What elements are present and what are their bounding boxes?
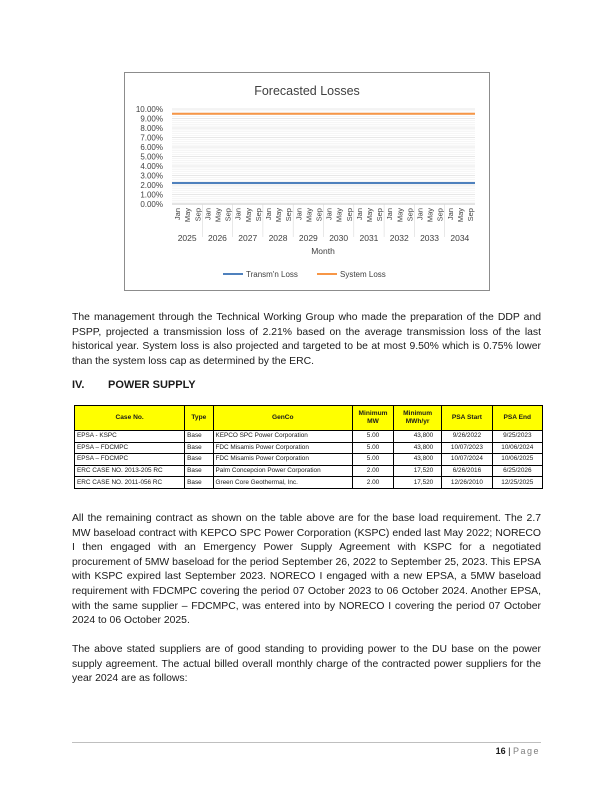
table-row xyxy=(75,477,543,489)
x-month-label: Jan xyxy=(385,208,395,221)
y-tick-label: 0.00% xyxy=(140,200,163,209)
cell-minimum-mwh: 43,800 xyxy=(393,454,441,466)
cell-psa-start: 12/26/2010 xyxy=(442,477,492,489)
legend-label: System Loss xyxy=(340,270,386,279)
x-month-label: Jan xyxy=(203,208,213,221)
cell-minimum-mwh: 17,520 xyxy=(393,477,441,489)
x-year-label: 2030 xyxy=(329,233,349,243)
x-month-label: Jan xyxy=(233,208,243,221)
cell-minimum-mwh: 43,800 xyxy=(393,431,441,443)
footer-divider xyxy=(72,742,541,743)
cell-psa-end: 6/25/2026 xyxy=(492,465,542,477)
y-tick-label: 9.00% xyxy=(140,114,163,124)
x-month-label: May xyxy=(334,208,344,223)
section-heading xyxy=(72,379,196,391)
x-year-label: 2026 xyxy=(207,233,227,243)
header-psa-end: PSA End xyxy=(492,406,542,431)
cell-minimum-mw: 5.00 xyxy=(353,431,394,443)
cell-case-no: EPSA – FDCMPC xyxy=(75,454,185,466)
page-separator: | xyxy=(508,746,511,756)
cell-genco: Green Core Geothermal, Inc. xyxy=(213,477,353,489)
header-case-no: Case No. xyxy=(75,406,185,431)
cell-minimum-mw: 2.00 xyxy=(353,465,394,477)
cell-case-no: ERC CASE NO. 2013-205 RC xyxy=(75,465,185,477)
section-title: POWER SUPPLY xyxy=(108,379,196,391)
x-month-label: May xyxy=(304,208,314,223)
x-month-label: Sep xyxy=(284,208,294,222)
chart-title: Forecasted Losses xyxy=(254,84,360,98)
header-genco: GenCo xyxy=(213,406,353,431)
x-year-label: 2033 xyxy=(420,233,440,243)
x-month-label: Jan xyxy=(324,208,334,221)
x-month-label: Jan xyxy=(294,208,304,221)
cell-psa-end: 12/25/2025 xyxy=(492,477,542,489)
header-type: Type xyxy=(185,406,213,431)
x-month-label: Sep xyxy=(375,208,385,222)
cell-minimum-mwh: 17,520 xyxy=(393,465,441,477)
header-minimum-mwh: Minimum MWh/yr xyxy=(393,406,441,431)
x-month-label: Jan xyxy=(415,208,425,221)
x-month-label: May xyxy=(274,208,284,223)
power-supply-table xyxy=(74,405,543,489)
x-month-label: Sep xyxy=(465,208,475,222)
x-year-label: 2032 xyxy=(389,233,409,243)
x-month-label: Sep xyxy=(314,208,324,222)
cell-genco: KEPCO SPC Power Corporation xyxy=(213,431,353,443)
x-month-label: Sep xyxy=(223,208,233,222)
x-month-label: Sep xyxy=(193,208,203,222)
cell-type: Base xyxy=(185,465,213,477)
x-year-label: 2034 xyxy=(450,233,470,243)
table-row xyxy=(75,454,543,466)
page-label: Page xyxy=(512,746,540,756)
x-year-label: 2025 xyxy=(177,233,197,243)
cell-psa-end: 9/25/2023 xyxy=(492,431,542,443)
cell-genco: FDC Misamis Power Corporation xyxy=(213,442,353,454)
cell-minimum-mwh: 43,800 xyxy=(393,442,441,454)
cell-type: Base xyxy=(185,454,213,466)
cell-case-no: EPSA - KSPC xyxy=(75,431,185,443)
cell-case-no: ERC CASE NO. 2011-056 RC xyxy=(75,477,185,489)
page-number: 16 xyxy=(495,746,506,756)
x-year-label: 2028 xyxy=(268,233,288,243)
table-header-row xyxy=(75,406,543,431)
cell-genco: Palm Concepcion Power Corporation xyxy=(213,465,353,477)
cell-type: Base xyxy=(185,477,213,489)
cell-type: Base xyxy=(185,442,213,454)
x-axis-title: Month xyxy=(311,246,335,256)
x-month-label: May xyxy=(395,208,405,223)
x-month-label: Sep xyxy=(344,208,354,222)
cell-psa-end: 10/06/2025 xyxy=(492,454,542,466)
x-month-label: May xyxy=(183,208,193,223)
table-row xyxy=(75,442,543,454)
table-row xyxy=(75,465,543,477)
cell-psa-start: 9/26/2022 xyxy=(442,431,492,443)
x-month-label: Sep xyxy=(253,208,263,222)
cell-type: Base xyxy=(185,431,213,443)
y-tick-label: 6.00% xyxy=(140,143,163,152)
x-month-label: Jan xyxy=(445,208,455,221)
y-tick-label: 3.00% xyxy=(140,171,163,181)
cell-minimum-mw: 2.00 xyxy=(353,477,394,489)
suppliers-paragraph: The above stated suppliers are of good standing to providing power to the DU base on the power supply agreement. The actual billed overall monthly charge of the contracted power suppliers for the year 2024 are as follows: xyxy=(72,644,541,685)
cell-psa-start: 6/26/2016 xyxy=(442,465,492,477)
cell-psa-start: 10/07/2024 xyxy=(442,454,492,466)
x-month-label: Jan xyxy=(354,208,364,221)
forecasted-losses-chart xyxy=(124,72,490,291)
x-month-label: May xyxy=(425,208,435,223)
y-tick-label: 7.00% xyxy=(140,133,163,143)
x-month-label: Jan xyxy=(263,208,273,221)
header-minimum-mw: Minimum MW xyxy=(353,406,394,431)
y-tick-label: 10.00% xyxy=(135,105,163,114)
cell-minimum-mw: 5.00 xyxy=(353,442,394,454)
y-tick-label: 5.00% xyxy=(140,152,163,162)
x-year-label: 2031 xyxy=(359,233,379,243)
page-footer xyxy=(496,746,540,756)
x-month-label: Sep xyxy=(435,208,445,222)
x-year-label: 2029 xyxy=(298,233,318,243)
cell-case-no: EPSA – FDCMPC xyxy=(75,442,185,454)
section-number: IV. xyxy=(72,379,85,391)
table-row xyxy=(75,431,543,443)
x-month-label: May xyxy=(455,208,465,223)
y-tick-label: 4.00% xyxy=(140,162,163,171)
cell-minimum-mw: 5.00 xyxy=(353,454,394,466)
transmission-loss-paragraph: The management through the Technical Working Group who made the preparation of the DDP and PSPP, projected a transmission loss of 2.21% based on the average transmission loss of the last historical year. System loss is also projected and targeted to be at most 9.50% which is 0.75% lower than the system loss cap as determined by the ERC. xyxy=(72,312,541,367)
y-tick-label: 2.00% xyxy=(140,181,163,190)
x-month-label: Jan xyxy=(173,208,183,221)
cell-psa-end: 10/06/2024 xyxy=(492,442,542,454)
y-tick-label: 1.00% xyxy=(140,190,163,200)
header-psa-start: PSA Start xyxy=(442,406,492,431)
legend-label: Transm'n Loss xyxy=(246,270,298,279)
cell-genco: FDC Misamis Power Corporation xyxy=(213,454,353,466)
x-month-label: Sep xyxy=(405,208,415,222)
x-month-label: May xyxy=(213,208,223,223)
chart-canvas xyxy=(125,73,489,290)
contracts-paragraph: All the remaining contract as shown on the table above are for the base load requirement. The 2.7 MW baseload contract with KEPCO SPC Power Corporation (KSPC) ended last May 2022; NORECO I then engaged with an Emergency Power Supply Agreement with KSPC for a negotiated procurement of 5MW baseload for the period September 26, 2022 to September 25, 2023. This EPSA with KSPC expired last September 2023. NORECO I engaged with a new EPSA, a 5MW baseload requirement with FDCMPC covering the period 07 October 2023 to 06 October 2024. Another EPSA, with the same supplier – FDCMPC, was entered into by NORECO I covering the period 07 October 2024 to 06 October 2025. xyxy=(72,513,541,627)
x-year-label: 2027 xyxy=(238,233,258,243)
y-tick-label: 8.00% xyxy=(140,124,163,133)
x-month-label: May xyxy=(364,208,374,223)
cell-psa-start: 10/07/2023 xyxy=(442,442,492,454)
x-month-label: May xyxy=(243,208,253,223)
